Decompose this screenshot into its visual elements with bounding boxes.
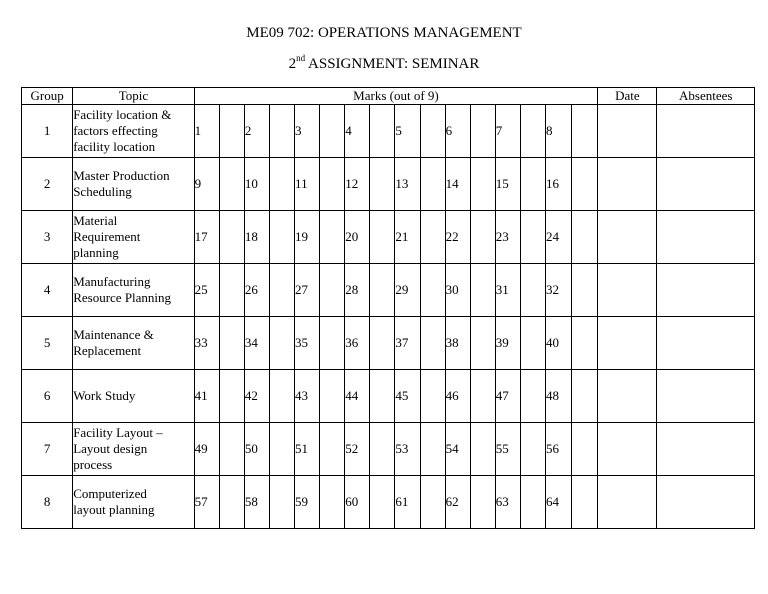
marks-cell bbox=[269, 370, 294, 423]
marks-cell bbox=[370, 264, 395, 317]
student-number-cell: 41 bbox=[194, 370, 219, 423]
marks-cell bbox=[520, 423, 545, 476]
marks-cell bbox=[370, 211, 395, 264]
student-number-cell: 34 bbox=[244, 317, 269, 370]
topic-line: Facility Layout – bbox=[73, 425, 163, 440]
student-number-cell: 9 bbox=[194, 158, 219, 211]
student-number-cell: 43 bbox=[295, 370, 320, 423]
date-cell bbox=[598, 211, 657, 264]
student-number-cell: 17 bbox=[194, 211, 219, 264]
absentees-cell bbox=[657, 317, 755, 370]
table-row bbox=[22, 105, 755, 158]
student-number-cell: 58 bbox=[244, 476, 269, 529]
marks-cell bbox=[572, 423, 598, 476]
marks-cell bbox=[269, 105, 294, 158]
student-number-cell: 44 bbox=[345, 370, 370, 423]
marks-cell bbox=[219, 317, 244, 370]
marks-cell bbox=[420, 211, 445, 264]
topic-line: planning bbox=[73, 245, 119, 260]
marks-cell bbox=[420, 264, 445, 317]
topic-line: Material bbox=[73, 213, 118, 228]
marks-cell bbox=[320, 264, 345, 317]
marks-cell bbox=[320, 370, 345, 423]
student-number-cell: 27 bbox=[295, 264, 320, 317]
marks-cell bbox=[470, 211, 495, 264]
topic-cell bbox=[73, 423, 194, 476]
marks-cell bbox=[269, 158, 294, 211]
student-number-cell: 49 bbox=[194, 423, 219, 476]
student-number-cell: 30 bbox=[445, 264, 470, 317]
topic-cell bbox=[73, 158, 194, 211]
group-cell: 7 bbox=[22, 423, 73, 476]
marks-cell bbox=[572, 105, 598, 158]
marks-cell bbox=[470, 317, 495, 370]
student-number-cell: 5 bbox=[395, 105, 420, 158]
marks-cell bbox=[470, 423, 495, 476]
topic-line: Work Study bbox=[73, 388, 136, 403]
document-subtitle: 2nd ASSIGNMENT: SEMINAR bbox=[288, 53, 480, 72]
topic-line: Layout design bbox=[73, 441, 148, 456]
marks-cell bbox=[320, 317, 345, 370]
student-number-cell: 61 bbox=[395, 476, 420, 529]
marks-cell bbox=[370, 370, 395, 423]
header-row bbox=[22, 88, 755, 105]
marks-cell bbox=[320, 476, 345, 529]
topic-line: facility location bbox=[73, 139, 156, 154]
marks-cell bbox=[219, 158, 244, 211]
date-cell bbox=[598, 158, 657, 211]
marks-cell bbox=[470, 476, 495, 529]
group-cell: 4 bbox=[22, 264, 73, 317]
table-row bbox=[22, 264, 755, 317]
topic-cell bbox=[73, 264, 194, 317]
marks-cell bbox=[219, 370, 244, 423]
student-number-cell: 26 bbox=[244, 264, 269, 317]
topic-line: Maintenance & bbox=[73, 327, 154, 342]
group-cell: 6 bbox=[22, 370, 73, 423]
marks-cell bbox=[269, 317, 294, 370]
student-number-cell: 6 bbox=[445, 105, 470, 158]
student-number-cell: 36 bbox=[345, 317, 370, 370]
marks-cell bbox=[520, 105, 545, 158]
student-number-cell: 63 bbox=[495, 476, 520, 529]
topic-line: Resource Planning bbox=[73, 290, 172, 305]
marks-cell bbox=[572, 317, 598, 370]
topic-cell bbox=[73, 476, 194, 529]
student-number-cell: 53 bbox=[395, 423, 420, 476]
student-number-cell: 32 bbox=[545, 264, 571, 317]
student-number-cell: 8 bbox=[545, 105, 571, 158]
student-number-cell: 57 bbox=[194, 476, 219, 529]
marks-cell bbox=[470, 264, 495, 317]
topic-cell bbox=[73, 370, 194, 423]
group-cell: 2 bbox=[22, 158, 73, 211]
topic-line: Facility location & bbox=[73, 107, 172, 122]
topic-cell bbox=[73, 105, 194, 158]
marks-cell bbox=[520, 264, 545, 317]
marks-cell bbox=[420, 317, 445, 370]
topic-line: factors effecting bbox=[73, 123, 158, 138]
marks-cell bbox=[572, 476, 598, 529]
absentees-cell bbox=[657, 476, 755, 529]
student-number-cell: 15 bbox=[495, 158, 520, 211]
student-number-cell: 10 bbox=[244, 158, 269, 211]
student-number-cell: 64 bbox=[545, 476, 571, 529]
table-row bbox=[22, 158, 755, 211]
marks-cell bbox=[420, 158, 445, 211]
student-number-cell: 42 bbox=[244, 370, 269, 423]
student-number-cell: 48 bbox=[545, 370, 571, 423]
marks-cell bbox=[420, 105, 445, 158]
group-cell: 1 bbox=[22, 105, 73, 158]
student-number-cell: 47 bbox=[495, 370, 520, 423]
marks-cell bbox=[520, 317, 545, 370]
marks-cell bbox=[269, 476, 294, 529]
marks-cell bbox=[470, 105, 495, 158]
table-body bbox=[22, 105, 755, 529]
student-number-cell: 16 bbox=[545, 158, 571, 211]
student-number-cell: 22 bbox=[445, 211, 470, 264]
table-row bbox=[22, 476, 755, 529]
absentees-header: Absentees bbox=[657, 88, 755, 105]
topic-cell bbox=[73, 211, 194, 264]
marks-cell bbox=[370, 105, 395, 158]
marks-cell bbox=[370, 423, 395, 476]
topic-line: Manufacturing bbox=[73, 274, 151, 289]
student-number-cell: 50 bbox=[244, 423, 269, 476]
date-cell bbox=[598, 105, 657, 158]
student-number-cell: 45 bbox=[395, 370, 420, 423]
student-number-cell: 13 bbox=[395, 158, 420, 211]
topic-line: Master Production bbox=[73, 168, 170, 183]
student-number-cell: 23 bbox=[495, 211, 520, 264]
group-cell: 5 bbox=[22, 317, 73, 370]
absentees-cell bbox=[657, 211, 755, 264]
student-number-cell: 4 bbox=[345, 105, 370, 158]
student-number-cell: 7 bbox=[495, 105, 520, 158]
student-number-cell: 33 bbox=[194, 317, 219, 370]
student-number-cell: 12 bbox=[345, 158, 370, 211]
topic-line: layout planning bbox=[73, 502, 155, 517]
absentees-cell bbox=[657, 264, 755, 317]
marks-cell bbox=[572, 264, 598, 317]
group-header: Group bbox=[22, 88, 73, 105]
marks-cell bbox=[269, 264, 294, 317]
topic-header: Topic bbox=[73, 88, 194, 105]
marks-cell bbox=[520, 211, 545, 264]
absentees-cell bbox=[657, 370, 755, 423]
student-number-cell: 55 bbox=[495, 423, 520, 476]
marks-cell bbox=[269, 211, 294, 264]
marks-cell bbox=[320, 105, 345, 158]
absentees-cell bbox=[657, 105, 755, 158]
document-title: ME09 702: OPERATIONS MANAGEMENT bbox=[246, 25, 522, 41]
student-number-cell: 18 bbox=[244, 211, 269, 264]
student-number-cell: 46 bbox=[445, 370, 470, 423]
marks-cell bbox=[269, 423, 294, 476]
marks-cell bbox=[370, 476, 395, 529]
student-number-cell: 60 bbox=[345, 476, 370, 529]
table-row bbox=[22, 211, 755, 264]
marks-cell bbox=[219, 476, 244, 529]
marks-cell bbox=[420, 476, 445, 529]
student-number-cell: 25 bbox=[194, 264, 219, 317]
student-number-cell: 19 bbox=[295, 211, 320, 264]
marks-cell bbox=[219, 264, 244, 317]
group-cell: 3 bbox=[22, 211, 73, 264]
marks-cell bbox=[572, 158, 598, 211]
seminar-table bbox=[21, 87, 755, 529]
marks-cell bbox=[320, 158, 345, 211]
topic-line: Computerized bbox=[73, 486, 147, 501]
student-number-cell: 51 bbox=[295, 423, 320, 476]
table-row bbox=[22, 423, 755, 476]
marks-cell bbox=[219, 105, 244, 158]
topic-line: Replacement bbox=[73, 343, 142, 358]
student-number-cell: 29 bbox=[395, 264, 420, 317]
absentees-cell bbox=[657, 423, 755, 476]
marks-cell bbox=[572, 370, 598, 423]
date-cell bbox=[598, 476, 657, 529]
marks-cell bbox=[420, 370, 445, 423]
marks-cell bbox=[470, 370, 495, 423]
marks-cell bbox=[370, 317, 395, 370]
marks-cell bbox=[219, 211, 244, 264]
student-number-cell: 62 bbox=[445, 476, 470, 529]
marks-header: Marks (out of 9) bbox=[194, 88, 598, 105]
topic-line: process bbox=[73, 457, 113, 472]
student-number-cell: 28 bbox=[345, 264, 370, 317]
date-cell bbox=[598, 370, 657, 423]
table-row bbox=[22, 317, 755, 370]
marks-cell bbox=[420, 423, 445, 476]
topic-cell bbox=[73, 317, 194, 370]
group-cell: 8 bbox=[22, 476, 73, 529]
marks-cell bbox=[572, 211, 598, 264]
student-number-cell: 39 bbox=[495, 317, 520, 370]
marks-cell bbox=[520, 158, 545, 211]
marks-cell bbox=[470, 158, 495, 211]
topic-line: Requirement bbox=[73, 229, 141, 244]
student-number-cell: 37 bbox=[395, 317, 420, 370]
student-number-cell: 3 bbox=[295, 105, 320, 158]
marks-cell bbox=[320, 423, 345, 476]
marks-cell bbox=[320, 211, 345, 264]
student-number-cell: 54 bbox=[445, 423, 470, 476]
student-number-cell: 21 bbox=[395, 211, 420, 264]
marks-cell bbox=[370, 158, 395, 211]
date-cell bbox=[598, 264, 657, 317]
student-number-cell: 52 bbox=[345, 423, 370, 476]
student-number-cell: 35 bbox=[295, 317, 320, 370]
table-row bbox=[22, 370, 755, 423]
student-number-cell: 14 bbox=[445, 158, 470, 211]
student-number-cell: 56 bbox=[545, 423, 571, 476]
student-number-cell: 31 bbox=[495, 264, 520, 317]
student-number-cell: 2 bbox=[244, 105, 269, 158]
marks-cell bbox=[520, 370, 545, 423]
student-number-cell: 38 bbox=[445, 317, 470, 370]
student-number-cell: 24 bbox=[545, 211, 571, 264]
date-header: Date bbox=[598, 88, 657, 105]
date-cell bbox=[598, 423, 657, 476]
student-number-cell: 20 bbox=[345, 211, 370, 264]
student-number-cell: 59 bbox=[295, 476, 320, 529]
marks-cell bbox=[219, 423, 244, 476]
absentees-cell bbox=[657, 158, 755, 211]
student-number-cell: 11 bbox=[295, 158, 320, 211]
topic-line: Scheduling bbox=[73, 184, 132, 199]
student-number-cell: 40 bbox=[545, 317, 571, 370]
student-number-cell: 1 bbox=[194, 105, 219, 158]
marks-cell bbox=[520, 476, 545, 529]
date-cell bbox=[598, 317, 657, 370]
